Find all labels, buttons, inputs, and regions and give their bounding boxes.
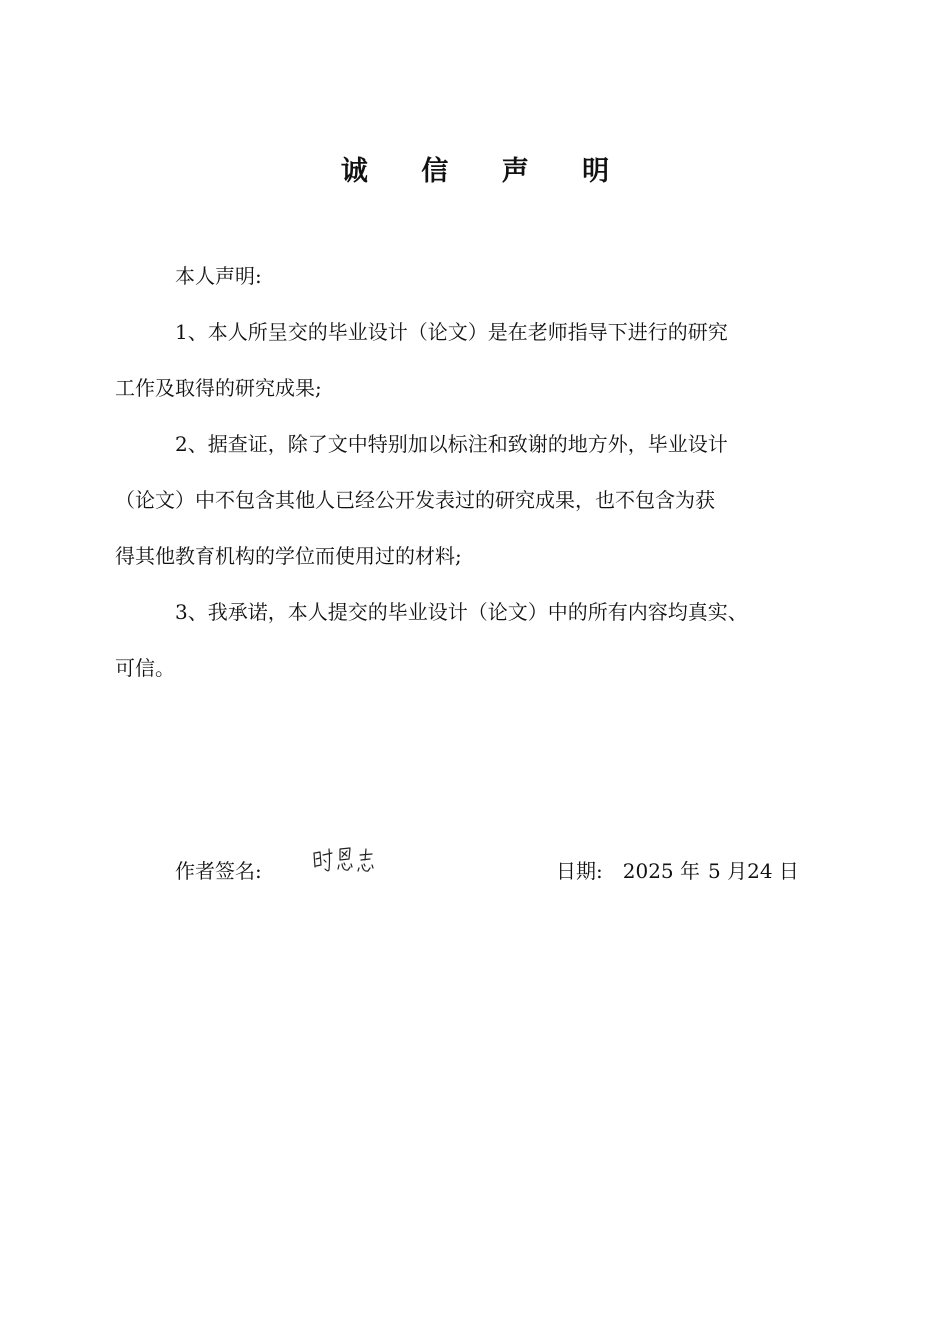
date-label: 日期: — [556, 859, 603, 883]
page-title: 诚 信 声 明 — [340, 156, 632, 187]
paragraph-1-line-2: 工作及取得的研究成果; — [115, 376, 322, 400]
paragraph-3-line-1: 3、我承诺，本人提交的毕业设计（论文）中的所有内容均真实、 — [175, 600, 748, 624]
signature-label: 作者签名: — [175, 859, 262, 883]
paragraph-2-line-1: 2、据查证，除了文中特别加以标注和致谢的地方外，毕业设计 — [175, 432, 728, 456]
handwritten-signature — [310, 843, 382, 879]
date-line — [556, 857, 799, 885]
date-year: 2025 年 — [622, 859, 701, 883]
paragraph-2-line-3: 得其他教育机构的学位而使用过的材料; — [115, 544, 462, 568]
paragraph-2-line-2: （论文）中不包含其他人已经公开发表过的研究成果，也不包含为获 — [115, 488, 715, 512]
intro-text: 本人声明: — [175, 264, 262, 288]
date-day: 24 日 — [747, 859, 799, 883]
paragraph-3-line-2: 可信。 — [115, 656, 175, 680]
date-month: 5 月 — [708, 859, 748, 883]
paragraph-1-line-1: 1、本人所呈交的毕业设计（论文）是在老师指导下进行的研究 — [175, 320, 728, 344]
